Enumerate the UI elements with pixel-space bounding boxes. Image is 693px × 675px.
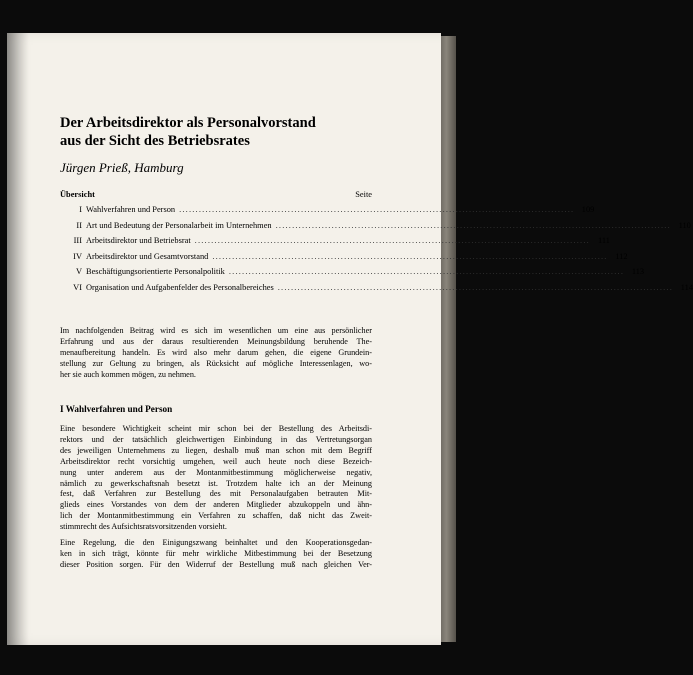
text-line: fest, daß Verfahren zur Bestellung des mit Personalaufgaben betrauten Mit- [60, 489, 372, 499]
toc-item-page: 112 [615, 251, 628, 261]
toc-item-label: Organisation und Aufgabenfelder des Personalbereiches [86, 282, 274, 292]
toc-item-number: II [76, 220, 82, 230]
toc-item-label: Arbeitsdirektor und Betriebsrat [86, 236, 191, 245]
text-line: nämlich zu gewerkschaftsnah besetzt ist. Trotzdem halte ich an der Meinung [60, 478, 372, 488]
text-line: Arbeitsdirektor recht vorsichtig umgehen, weil auch heute noch diese Bezeich- [60, 456, 372, 466]
toc-item-number: I [79, 205, 82, 214]
toc-leader-dots: ........................................................................................................................ [194, 236, 590, 245]
toc-item [60, 236, 610, 252]
text-line: stellung zur Geltung zu bringen, als Rücksicht auf mögliche Interessenlagen, wo- [60, 358, 372, 368]
toc-page-heading: Seite [355, 190, 372, 199]
toc-item-page: 110 [678, 220, 691, 230]
title-line-1: Der Arbeitsdirektor als Personalvorstand [60, 115, 316, 131]
table-of-contents [60, 190, 693, 298]
toc-item [60, 282, 693, 299]
toc-leader-dots: ........................................................................................................................ [275, 220, 671, 230]
section-heading: I Wahlverfahren und Person [60, 404, 173, 414]
toc-leader-dots: ........................................................................................................................ [179, 205, 575, 214]
text-line: lich der Montanmitbestimmung ein Verfahren zu schaffen, daß nicht das Zweit- [60, 511, 372, 521]
text-line: Im nachfolgenden Beitrag wird es sich im wesentlichen um eine aus persönlicher [60, 326, 372, 335]
toc-leader-dots: ........................................................................................................................ [277, 282, 674, 292]
intro-paragraph [60, 326, 372, 381]
text-line: des jeweiligen Unternehmens zu liegen, deshalb muß man schon mit dem Begriff [60, 445, 372, 455]
toc-item-number: IV [73, 251, 82, 261]
body-paragraph [60, 538, 372, 571]
toc-item-page: 109 [581, 205, 595, 214]
text-line: dieser Position sorgen. Für den Widerruf der Bestellung muß nach gleichen Ver- [60, 559, 372, 569]
text-line: ken in sich trägt, könnte für mehr wirkliche Mitbestimmung bei der Besetzung [60, 548, 372, 558]
toc-item [60, 205, 595, 221]
toc-header [60, 190, 372, 199]
toc-item-label: Arbeitsdirektor und Gesamtvorstand [86, 251, 209, 261]
toc-leader-dots: ........................................................................................................................ [228, 267, 625, 276]
text-line: Erfahrung und aus der daraus resultierenden Meinungsbildung beruhende The- [60, 336, 372, 346]
text-line: menaufbereitung handeln. Es wird also mehr darum gehen, die eigene Grundein- [60, 347, 372, 357]
title-line-2: aus der Sicht des Betriebsrates [60, 133, 250, 149]
text-line: Eine besondere Wichtigkeit scheint mir schon bei der Bestellung des Arbeitsdi- [60, 424, 372, 433]
author-line: Jürgen Prieß, Hamburg [60, 160, 184, 175]
toc-item-label: Beschäftigungsorientierte Personalpolitik [86, 267, 225, 276]
toc-item-page: 111 [597, 236, 610, 245]
text-line: her sie auch kommen mögen, zu nehmen. [60, 369, 196, 379]
toc-item-label: Wahlverfahren und Person [86, 205, 176, 214]
toc-item-label: Art und Bedeutung der Personalarbeit im Unternehmen [86, 220, 272, 230]
toc-leader-dots: ........................................................................................................................ [212, 251, 608, 261]
toc-item [60, 267, 645, 283]
toc-item-number: VI [73, 282, 82, 292]
article-title [60, 114, 400, 150]
text-line: nung unter anderem aus der Montanmitbestimmung möglicherweise negativ, [60, 467, 372, 477]
toc-item [60, 220, 691, 237]
text-line: Eine Regelung, die den Einigungszwang beinhaltet und den Kooperationsgedan- [60, 538, 372, 547]
text-line: glieds eines Vorstandes von dem der anderen Mitglieder abzukoppeln und ähn- [60, 500, 372, 510]
page-fold-shadow [7, 33, 29, 645]
toc-item [60, 251, 628, 268]
toc-item-page: 113 [631, 267, 645, 276]
body-paragraph [60, 424, 372, 533]
book-edge [440, 36, 456, 642]
toc-heading: Übersicht [60, 190, 95, 199]
text-line: rektors und der tatsächlich gleichwertigen Einbindung in das Vertretungsorgan [60, 434, 372, 444]
toc-item-page: 114 [680, 282, 693, 292]
text-line: stimmrecht des Aufsichtsratsvorsitzenden vorsieht. [60, 522, 227, 532]
toc-item-number: III [73, 236, 82, 245]
toc-item-number: V [75, 267, 82, 276]
